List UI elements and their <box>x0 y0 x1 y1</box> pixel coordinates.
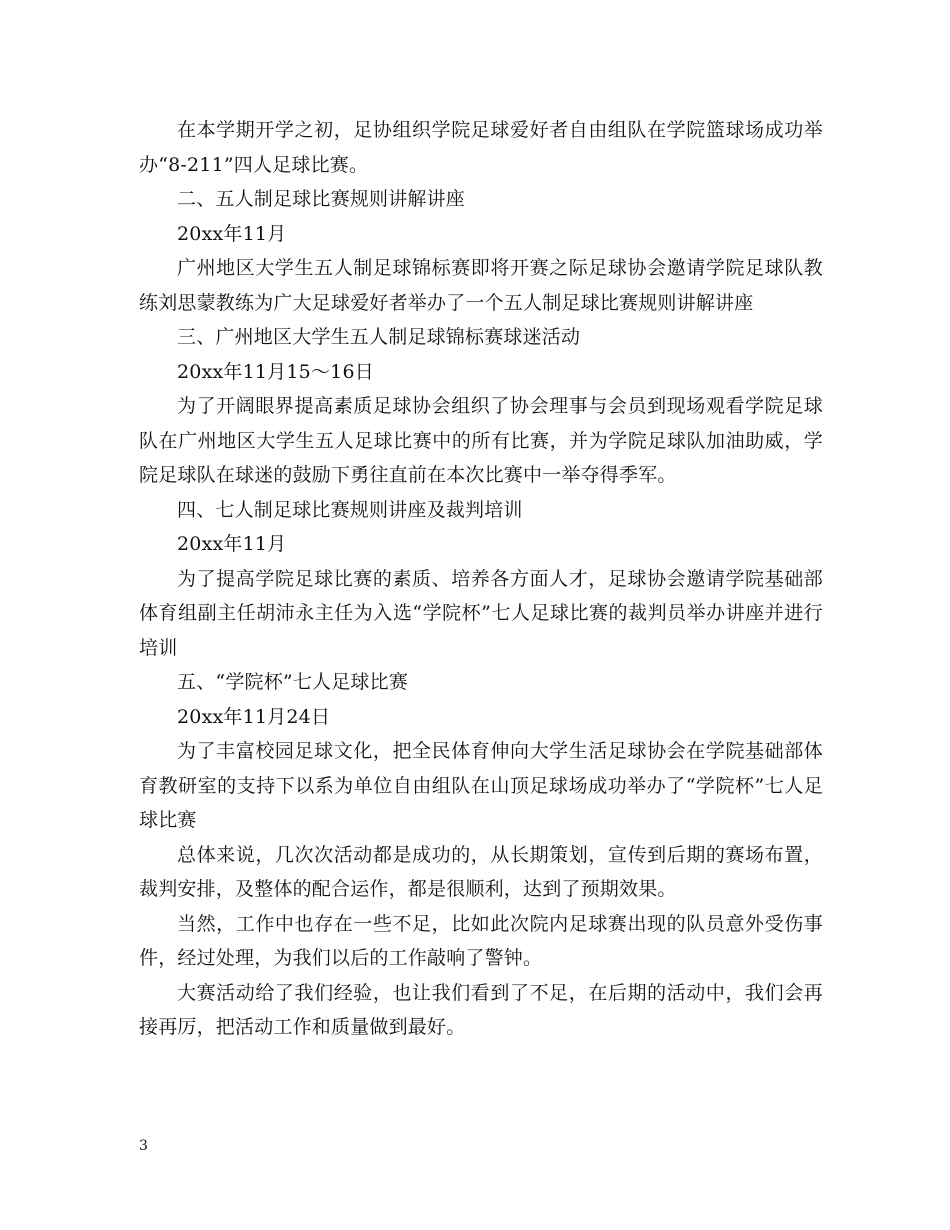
paragraph-section-3: 为了开阔眼界提高素质足球协会组织了协会理事与会员到现场观看学院足球队在广州地区大学生五人足球比赛中的所有比赛，并为学院足球队加油助威，学院足球队在球迷的鼓励下勇往直前在本次比赛中一举夺得季军。 <box>139 395 823 486</box>
section-heading-4: 四、七人制足球比赛规则讲座及裁判培训 <box>177 498 523 521</box>
page-number: 3 <box>139 1138 148 1154</box>
section-heading-3: 三、广州地区大学生五人制足球锦标赛球迷活动 <box>177 326 581 348</box>
paragraph-conclusion: 大赛活动给了我们经验，也让我们看到了不足，在后期的活动中，我们会再接再厉，把活动工作和质量做到最好。 <box>139 981 823 1038</box>
section-date-4: 20xx年11月 <box>177 533 287 555</box>
section-heading-5: 五、“学院杯”七人足球比赛 <box>177 671 409 693</box>
document-body <box>139 113 823 1045</box>
paragraph-section-5: 为了丰富校园足球文化，把全民体育伸向大学生活足球协会在学院基础部体育教研室的支持下以系为单位自由组队在山顶足球场成功举办了“学院杯”七人足球比赛 <box>139 740 823 831</box>
paragraph-summary: 总体来说，几次次活动都是成功的，从长期策划，宣传到后期的赛场布置，裁判安排，及整体的配合运作，都是很顺利，达到了预期效果。 <box>139 843 823 900</box>
section-date-2: 20xx年11月 <box>177 222 287 245</box>
paragraph-section-2: 广州地区大学生五人制足球锦标赛即将开赛之际足球协会邀请学院足球队教练刘思蒙教练为广大足球爱好者举办了一个五人制足球比赛规则讲解讲座 <box>139 257 823 314</box>
paragraph-intro-four-a-side: 在本学期开学之初，足协组织学院足球爱好者自由组队在学院篮球场成功举办“8-211”四人足球比赛。 <box>139 119 823 176</box>
section-heading-2: 二、五人制足球比赛规则讲解讲座 <box>177 188 466 210</box>
paragraph-shortcomings: 当然，工作中也存在一些不足，比如此次院内足球赛出现的队员意外受伤事件，经过处理，为我们以后的工作敲响了警钟。 <box>139 912 823 969</box>
section-date-5: 20xx年11月24日 <box>177 705 331 728</box>
section-date-3: 20xx年11月15～16日 <box>177 360 374 383</box>
paragraph-section-4: 为了提高学院足球比赛的素质、培养各方面人才，足球协会邀请学院基础部体育组副主任胡沛永主任为入选“学院杯”七人足球比赛的裁判员举办讲座并进行培训 <box>139 567 823 659</box>
